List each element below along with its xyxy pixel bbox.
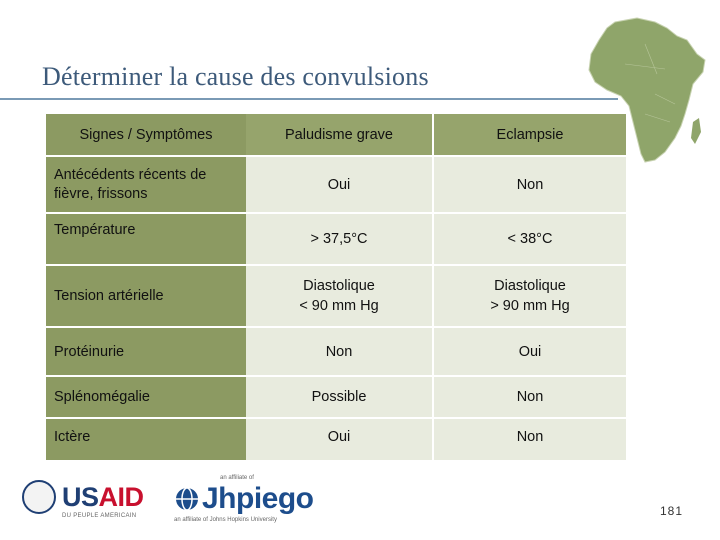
row-sign: Température: [46, 213, 246, 265]
table-row: [46, 376, 626, 418]
jhpiego-tagline: an affiliate of Johns Hopkins University: [174, 517, 277, 523]
jhpiego-affiliate-text: an affiliate of: [220, 475, 254, 481]
footer-logos: [22, 470, 314, 528]
row-eclampsia: Non: [433, 156, 626, 213]
header-malaria: Paludisme grave: [246, 114, 433, 156]
row-sign: Antécédents récents de fièvre, frissons: [46, 156, 246, 213]
jhpiego-globe-icon: [174, 486, 200, 512]
usaid-seal-icon: [22, 480, 56, 514]
table-row: [46, 418, 626, 460]
table-row: [46, 213, 626, 265]
row-eclampsia: Non: [433, 376, 626, 418]
row-eclampsia: Oui: [433, 327, 626, 376]
row-malaria: Oui: [246, 418, 433, 460]
row-malaria: Possible: [246, 376, 433, 418]
table-row: [46, 156, 626, 213]
jhpiego-logo: Jhpiego: [202, 482, 314, 515]
comparison-table: [46, 114, 626, 460]
table-header-row: [46, 114, 626, 156]
table-row: [46, 327, 626, 376]
row-malaria: Diastolique < 90 mm Hg: [246, 265, 433, 327]
header-eclampsia: Eclampsie: [433, 114, 626, 156]
usaid-logo: USAID: [62, 482, 144, 512]
table-row: [46, 265, 626, 327]
row-eclampsia: Non: [433, 418, 626, 460]
title-underline: [0, 98, 618, 100]
usaid-tagline: DU PEUPLE AMERICAIN: [62, 513, 137, 519]
row-sign: Splénomégalie: [46, 376, 246, 418]
row-malaria: Non: [246, 327, 433, 376]
page-number: 181: [660, 504, 684, 518]
row-sign: Protéinurie: [46, 327, 246, 376]
header-signs: Signes / Symptômes: [46, 114, 246, 156]
row-eclampsia: < 38°C: [433, 213, 626, 265]
row-malaria: Oui: [246, 156, 433, 213]
row-sign: Tension artérielle: [46, 265, 246, 327]
row-malaria: > 37,5°C: [246, 213, 433, 265]
slide-title: Déterminer la cause des convulsions: [42, 62, 429, 91]
row-eclampsia: Diastolique > 90 mm Hg: [433, 265, 626, 327]
row-sign: Ictère: [46, 418, 246, 460]
